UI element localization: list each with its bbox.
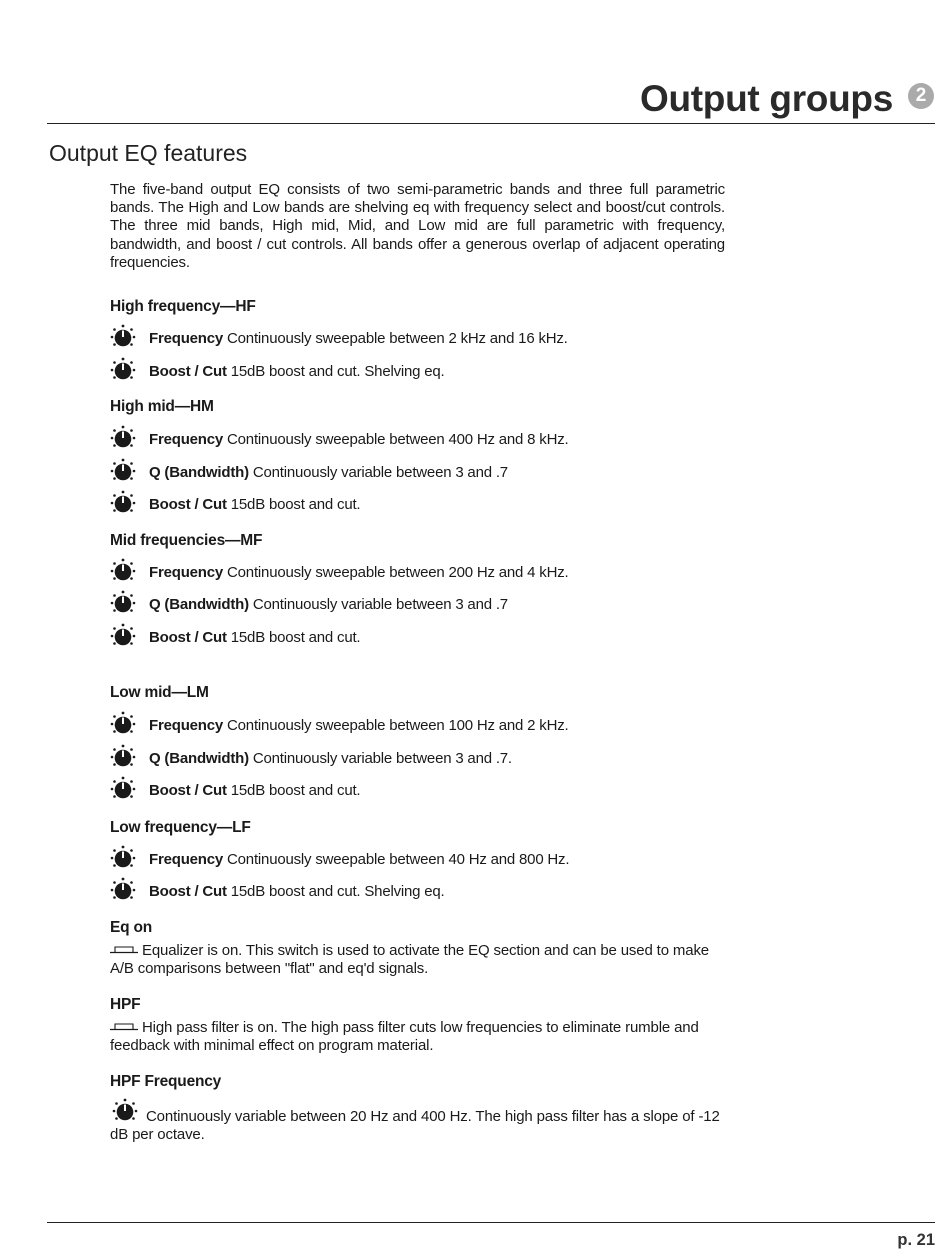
- feature-label: Frequency: [149, 717, 224, 735]
- feature-label: Frequency: [149, 850, 224, 868]
- group-title: High frequency—HF: [110, 298, 256, 316]
- feature-text: 15dB boost and cut. Shelving eq.: [230, 883, 445, 901]
- feature-text: 15dB boost and cut.: [230, 496, 361, 514]
- pushbutton-switch-icon: [110, 944, 138, 955]
- feature-text: Continuously sweepable between 40 Hz and 800 Hz.: [227, 850, 570, 868]
- rotary-knob-icon: [110, 744, 136, 770]
- group-title: Low frequency—LF: [110, 818, 251, 836]
- feature-label: Frequency: [149, 431, 224, 449]
- group-title: Eq on: [110, 918, 153, 936]
- feature-item: [110, 362, 725, 395]
- feature-text: Continuously variable between 3 and .7: [252, 463, 508, 481]
- feature-label: Frequency: [149, 563, 224, 581]
- hpf-frequency-description: [110, 1098, 725, 1145]
- feature-item: [110, 882, 725, 915]
- feature-item: [110, 563, 725, 596]
- footer-rule: [47, 1222, 935, 1223]
- rotary-knob-icon: [110, 623, 136, 649]
- rotary-knob-icon: [110, 845, 136, 871]
- feature-text: 15dB boost and cut.: [230, 782, 361, 800]
- chapter-title: Output groups: [640, 78, 893, 119]
- hpf-frequency-text: Continuously variable between 20 Hz and 400 Hz. The high pass filter has a slope of -12 dB per octave.: [110, 1107, 720, 1144]
- eq-on-description: [110, 942, 725, 979]
- rotary-knob-icon: [110, 425, 136, 451]
- rotary-knob-icon: [110, 877, 136, 903]
- hpf-text: High pass filter is on. The high pass filter cuts low frequencies to eliminate rumble and feedback with minimal effect on program material.: [110, 1018, 699, 1055]
- feature-text: 15dB boost and cut. Shelving eq.: [230, 362, 445, 380]
- feature-label: Boost / Cut: [149, 362, 227, 380]
- rotary-knob-icon: [110, 590, 136, 616]
- feature-item: [110, 628, 725, 661]
- group-mid-frequencies: [110, 531, 725, 661]
- feature-item: [110, 430, 725, 463]
- rotary-knob-icon: [110, 324, 136, 350]
- rotary-knob-icon: [110, 776, 136, 802]
- group-high-frequency: [110, 297, 725, 394]
- feature-item: [110, 463, 725, 496]
- group-title: Mid frequencies—MF: [110, 531, 263, 549]
- group-low-frequency: [110, 818, 725, 915]
- feature-item: [110, 850, 725, 883]
- feature-label: Boost / Cut: [149, 496, 227, 514]
- feature-label: Boost / Cut: [149, 628, 227, 646]
- group-title: HPF: [110, 995, 141, 1013]
- group-title: HPF Frequency: [110, 1072, 222, 1090]
- group-title: High mid—HM: [110, 398, 214, 416]
- feature-text: Continuously variable between 3 and .7: [252, 596, 508, 614]
- rotary-knob-icon: [110, 357, 136, 383]
- group-eq-on: [110, 918, 725, 979]
- group-hpf: [110, 995, 725, 1056]
- feature-item: [110, 716, 725, 749]
- section-title: Output EQ features: [49, 140, 248, 166]
- rotary-knob-icon: [110, 458, 136, 484]
- rotary-knob-icon: [110, 711, 136, 737]
- feature-item: [110, 595, 725, 628]
- intro-paragraph: The five-band output EQ consists of two semi-parametric bands and three full parametric bands. The High and Low bands are shelving eq with frequency select and boost/cut controls. The three mid bands, High mid, Mid, and Low mid are full parametric with frequency, bandwidth, and boost / cut controls. All bands offer a generous overlap of adjacent operating frequencies.: [110, 181, 725, 271]
- feature-text: 15dB boost and cut.: [230, 628, 361, 646]
- feature-item: [110, 495, 725, 528]
- feature-label: Boost / Cut: [149, 883, 227, 901]
- group-hpf-frequency: [110, 1072, 725, 1145]
- feature-text: Continuously sweepable between 100 Hz and 2 kHz.: [227, 717, 569, 735]
- feature-text: Continuously sweepable between 200 Hz and 4 kHz.: [227, 563, 569, 581]
- group-title: Low mid—LM: [110, 684, 209, 702]
- rotary-knob-icon: [110, 490, 136, 516]
- pushbutton-switch-icon: [110, 1021, 138, 1032]
- content: [110, 181, 725, 1145]
- feature-item: [110, 329, 725, 362]
- feature-label: Q (Bandwidth): [149, 463, 249, 481]
- feature-item: [110, 749, 725, 782]
- eq-on-text: Equalizer is on. This switch is used to activate the EQ section and can be used to make A/B comparisons between "flat" and eq'd signals.: [110, 941, 709, 978]
- feature-label: Q (Bandwidth): [149, 749, 249, 767]
- group-low-mid: [110, 683, 725, 814]
- feature-label: Boost / Cut: [149, 782, 227, 800]
- page-number: p. 21: [897, 1231, 935, 1249]
- feature-item: [110, 781, 725, 814]
- feature-text: Continuously sweepable between 2 kHz and 16 kHz.: [227, 330, 568, 348]
- feature-label: Frequency: [149, 330, 224, 348]
- group-high-mid: [110, 397, 725, 528]
- feature-label: Q (Bandwidth): [149, 596, 249, 614]
- rotary-knob-icon: [110, 558, 136, 584]
- feature-text: Continuously sweepable between 400 Hz and 8 kHz.: [227, 431, 569, 449]
- chapter-number-badge: 2: [908, 83, 934, 109]
- rotary-knob-icon: [112, 1098, 138, 1124]
- hpf-description: [110, 1019, 725, 1056]
- page-header: [47, 75, 935, 124]
- feature-text: Continuously variable between 3 and .7.: [252, 749, 512, 767]
